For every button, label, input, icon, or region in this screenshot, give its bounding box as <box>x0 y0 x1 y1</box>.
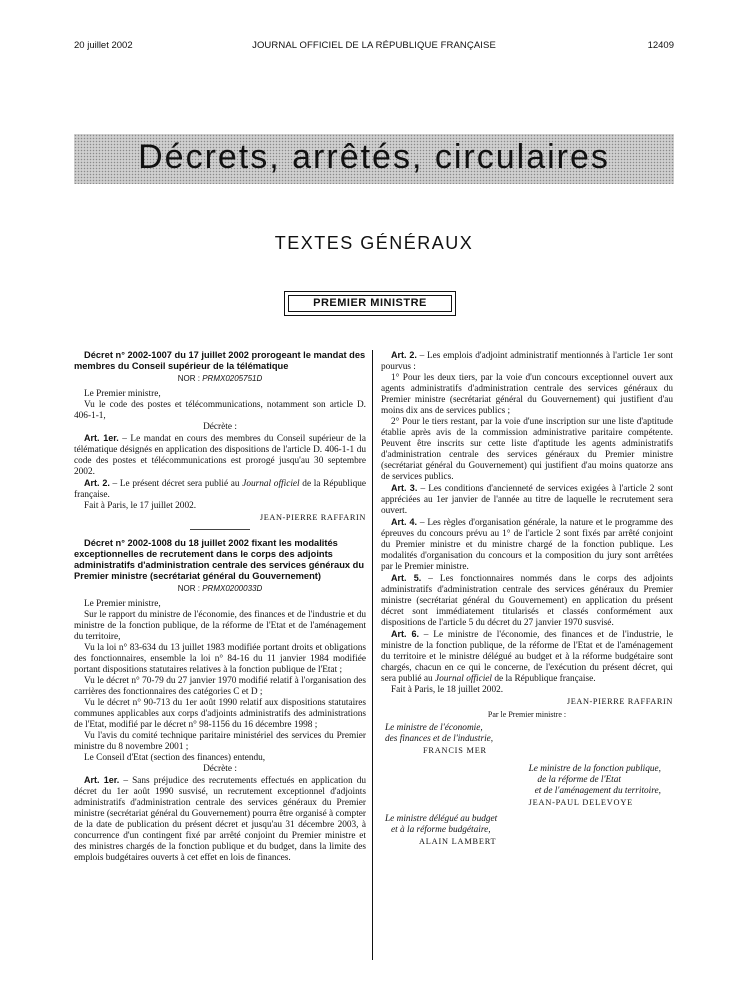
countersignatures <box>381 709 673 847</box>
header-page-number: 12409 <box>647 40 674 51</box>
minister-role: des finances et de l'industrie, <box>385 734 494 744</box>
minister-role: Le ministre de l'économie, <box>385 723 483 733</box>
article-label: Art. 5. <box>391 573 422 583</box>
article-label: Art. 1er. <box>84 433 119 443</box>
journal-officiel-ref: Journal officiel <box>242 479 300 489</box>
article-text: – Les règles d'organisation générale, la nature et le programme des épreuves du concours prévu au 1° de l'article 2 sont fixés par arrêté conjoint du Premier ministre et du ministre chargé de la fonction publique. Les modalités d'organisation du concours et la composition du jury sont arrêtées par le Premier ministre. <box>381 518 674 572</box>
nor-label: NOR : <box>177 584 200 593</box>
article-3 <box>381 483 673 517</box>
header-journal-title: JOURNAL OFFICIEL DE LA RÉPUBLIQUE FRANÇAISE <box>252 40 496 51</box>
minister-role: Le ministre de la fonction publique, <box>528 764 661 774</box>
paragraph: Sur le rapport du ministre de l'économie, des finances et de l'industrie et du ministre de la fonction publique, de la réforme de l'Etat et de l'aménagement du territoire, <box>74 610 366 642</box>
signature: JEAN-PIERRE RAFFARIN <box>259 513 366 522</box>
article-label: Art. 2. <box>391 350 417 360</box>
right-column <box>381 350 673 847</box>
header-date: 20 juillet 2002 <box>74 40 133 51</box>
decrete-heading: Décrète : <box>203 764 237 774</box>
decree-1-title: Décret n° 2002-1007 du 17 juillet 2002 prorogeant le mandat des membres du Conseil supérieur de la télématique <box>74 350 366 371</box>
nor-label: NOR : <box>177 374 200 383</box>
decrete-heading: Décrète : <box>203 422 237 432</box>
paragraph: Le Conseil d'Etat (section des finances) entendu, <box>84 753 266 763</box>
article-label: Art. 2. <box>84 478 110 488</box>
article-4 <box>381 517 673 573</box>
article-label: Art. 1er. <box>84 775 120 785</box>
nor-code: PRMX0200033D <box>202 584 263 593</box>
par-le-premier-ministre: Par le Premier ministre : <box>487 710 567 719</box>
article-text: – Les fonctionnaires nommés dans le corps des adjoints administratifs d'administration centrale des services généraux du Premier ministre (secrétariat général du Gouvernement) en application du présent décret sont immédiatement titularisés et classés conformément aux dispositions de l'article 5 du décret du 27 janvier 1970 susvisé. <box>381 574 673 628</box>
countersign-budget <box>385 814 673 847</box>
decree-2-nor <box>74 583 366 594</box>
paragraph: 1° Pour les deux tiers, par la voie d'un concours exceptionnel ouvert aux agents administratifs d'administration centrale des services généraux du Premier ministre (secrétariat général du Gouvernement) qui justifient d'au moins dix ans de services publics ; <box>381 373 673 416</box>
article-1 <box>74 775 366 864</box>
paragraph: Le Premier ministre, <box>84 599 161 609</box>
paragraph: Vu le code des postes et télécommunications, notamment son article D. 406-1-1, <box>74 400 366 421</box>
article-text: de la République française. <box>492 674 596 684</box>
decree-1-nor <box>74 373 366 384</box>
article-6 <box>381 629 673 685</box>
minister-role: Le ministre délégué au budget <box>385 814 498 824</box>
separator-rule <box>190 529 250 530</box>
article-text: – Le ministre de l'économie, des finances et de l'industrie, le ministre de la fonction publique, de la réforme de l'Etat et de l'aménagement du territoire et le ministre délégué au budget et à la réforme budgétaire sont chargés, chacun en ce qui le concerne, de l'exécution du présent décret, qui sera publié au <box>381 630 673 684</box>
paragraph: Vu la loi n° 83-634 du 13 juillet 1983 modifiée portant droits et obligations des fonctionnaires, ensemble la loi n° 84-16 du 11 janvier 1984 modifiée portant dispositions statutaires relatives à la fonction publique de l'Etat ; <box>74 643 366 675</box>
minister-name: JEAN-PAUL DELEVOYE <box>528 798 633 807</box>
minister-role: de la réforme de l'Etat <box>537 775 621 785</box>
minister-role: et de l'aménagement du territoire, <box>534 786 661 796</box>
article-text: – Les emplois d'adjoint administratif mentionnés à l'article 1er sont pourvus : <box>381 351 673 372</box>
article-label: Art. 3. <box>391 483 418 493</box>
article-text: – Le mandat en cours des membres du Conseil supérieur de la télématique désignés en application des dispositions de l'article D. 406-1-1 du code des postes et télécommunications est prorogé jusqu'au 30 septembre 2002. <box>74 434 366 477</box>
article-label: Art. 4. <box>391 517 418 527</box>
section-title: TEXTES GÉNÉRAUX <box>274 233 474 253</box>
article-label: Art. 6. <box>391 629 419 639</box>
done-at: Fait à Paris, le 17 juillet 2002. <box>84 501 197 511</box>
ministry-box <box>284 291 456 316</box>
paragraph: Vu le décret n° 70-79 du 27 janvier 1970 modifié relatif à l'organisation des carrières des fonctionnaires des catégories C et D ; <box>74 676 366 697</box>
article-text: – Les conditions d'ancienneté de services exigées à l'article 2 sont appréciées au 1er janvier de l'année au titre de laquelle le recrutement sera ouvert. <box>381 484 673 516</box>
article-1 <box>74 433 366 478</box>
nor-code: PRMX0205751D <box>202 374 263 383</box>
page-header <box>74 40 674 60</box>
left-column <box>74 350 366 864</box>
article-text: – Le présent décret sera publié au <box>109 479 243 489</box>
countersign-public-service <box>381 764 661 808</box>
journal-officiel-ref: Journal officiel <box>434 674 493 684</box>
ministry-label: PREMIER MINISTRE <box>288 295 452 312</box>
paragraph: Le Premier ministre, <box>84 389 161 399</box>
countersign-economy <box>385 723 673 756</box>
article-2 <box>381 350 673 373</box>
banner-title: Décrets, arrêtés, circulaires <box>138 138 610 176</box>
article-text: de la République française. <box>74 479 366 500</box>
section-banner <box>74 134 674 184</box>
signature: JEAN-PIERRE RAFFARIN <box>566 697 673 706</box>
column-divider <box>372 350 373 960</box>
minister-name: ALAIN LAMBERT <box>419 837 497 846</box>
done-at: Fait à Paris, le 18 juillet 2002. <box>391 685 504 695</box>
article-2 <box>74 478 366 501</box>
paragraph: 2° Pour le tiers restant, par la voie d'une inscription sur une liste d'aptitude établie après avis de la commission administrative paritaire compétente. Peuvent être inscrits sur cette liste d'aptitude les agents administratifs d'administration centrale des services généraux du Premier ministre (secrétariat général du Gouvernement) qui justifient d'au moins quatorze ans de services publics. <box>381 417 673 482</box>
article-text: – Sans préjudice des recrutements effectués en application du décret du 1er août 1990 susvisé, un recrutement exceptionnel d'adjoints administratifs d'administration centrale des services généraux du Premier ministre (secrétariat général du Gouvernement) pourra être organisé à compter de la date de publication du présent décret et jusqu'au 31 décembre 2003, à concurrence d'un contingent fixé par arrêté conjoint du Premier ministre et des ministres chargés de la fonction publique et du budget, dans la limite des emplois budgétaires ouverts à cet effet en lois de finances. <box>74 776 366 863</box>
decree-2-title: Décret n° 2002-1008 du 18 juillet 2002 fixant les modalités exceptionnelles de recrutement dans le corps des adjoints administratifs d'administration centrale des services généraux du Premier ministre (secrétariat général du Gouvernement) <box>74 538 364 581</box>
paragraph: Vu l'avis du comité technique paritaire ministériel des services du Premier ministre du 8 novembre 2001 ; <box>74 731 366 752</box>
minister-name: FRANCIS MER <box>423 746 487 755</box>
paragraph: Vu le décret n° 90-713 du 1er août 1990 relatif aux dispositions statutaires communes applicables aux corps d'adjoints administratifs des administrations de l'Etat, modifié par le décret n° 98-1156 du 16 décembre 1998 ; <box>74 698 366 730</box>
minister-role: et à la réforme budgétaire, <box>391 825 491 835</box>
article-5 <box>381 573 673 629</box>
